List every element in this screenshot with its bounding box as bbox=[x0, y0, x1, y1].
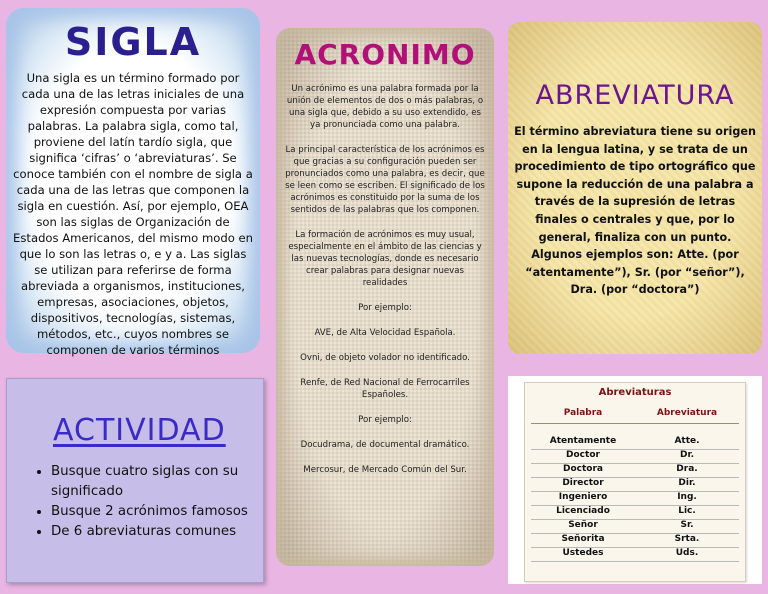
acronimo-example: Renfe, de Red Nacional de Ferrocarriles Españoles. bbox=[300, 378, 470, 400]
table-cell-palabra: Ustedes bbox=[562, 548, 604, 558]
table-row bbox=[531, 519, 739, 534]
table-cell-abreviatura: Uds. bbox=[675, 548, 699, 558]
table-cell-palabra: Licenciado bbox=[556, 506, 610, 516]
acronimo-example: Ovni, de objeto volador no identificado. bbox=[300, 353, 470, 363]
table-header-divider bbox=[531, 423, 739, 424]
table-caption: Abreviaturas bbox=[598, 387, 672, 398]
table-row bbox=[531, 435, 739, 450]
acronimo-paragraph: Un acrónimo es una palabra formada por la unión de elementos de dos o más palabras, o una sigla que, debido a su uso extendido, es ya pronunciada como una palabra. bbox=[286, 84, 484, 130]
table-header-abreviatura: Abreviatura bbox=[656, 408, 718, 418]
acronimo-example-heading: Por ejemplo: bbox=[358, 415, 412, 425]
table-cell-abreviatura: Sr. bbox=[680, 520, 694, 530]
acronimo-example: Docudrama, de documental dramático. bbox=[300, 440, 470, 450]
table-row bbox=[531, 505, 739, 520]
acronimo-title: ACRONIMO bbox=[294, 38, 476, 71]
acronimo-example: Mercosur, de Mercado Común del Sur. bbox=[303, 465, 467, 475]
actividad-item: • Busque 2 acrónimos famosos bbox=[51, 502, 263, 522]
table-row bbox=[531, 449, 739, 464]
table-cell-abreviatura: Lic. bbox=[678, 506, 696, 516]
table-cell-palabra: Señorita bbox=[561, 534, 605, 544]
abreviaturas-table bbox=[524, 382, 746, 582]
table-cell-abreviatura: Dra. bbox=[676, 464, 698, 474]
sigla-text: Una sigla es un término formado por cada una de las letras iniciales de una expresión compuesta por varias palabras. La palabra sigla, como tal, proviene del latín tardío sigla, que significa ‘cifras’ o ‘abreviaturas’. Se conoce también con el nombre de sigla a cada una de las letras que componen la sigla en cuestión. Así, por ejemplo, OEA son las siglas de Organización de Estados Americanos, del mismo modo en que lo son las letras o, e y a. Las siglas se utilizan para referirse de forma abreviada a organismos, instituciones, empresas, asociaciones, objetos, dispositivos, tecnologías, sistemas, métodos, etc., cuyos nombres se componen de varios términos bbox=[13, 71, 253, 357]
table-row bbox=[531, 547, 739, 562]
actividad-item: • Busque cuatro siglas con su significado bbox=[51, 462, 263, 502]
table-cell-abreviatura: Atte. bbox=[674, 436, 700, 446]
actividad-panel bbox=[6, 378, 264, 583]
sigla-title: SIGLA bbox=[64, 20, 202, 64]
table-header-palabra: Palabra bbox=[563, 408, 603, 418]
actividad-title: ACTIVIDAD bbox=[53, 413, 226, 448]
table-row bbox=[531, 491, 739, 506]
sigla-panel bbox=[6, 8, 260, 357]
table-cell-abreviatura: Srta. bbox=[674, 534, 700, 544]
table-cell-palabra: Señor bbox=[568, 520, 598, 530]
table-cell-abreviatura: Ing. bbox=[677, 492, 697, 502]
acronimo-example: AVE, de Alta Velocidad Española. bbox=[314, 328, 456, 338]
table-row bbox=[531, 533, 739, 548]
table-cell-palabra: Atentamente bbox=[549, 436, 617, 446]
table-cell-abreviatura: Dir. bbox=[678, 478, 696, 488]
table-row bbox=[531, 477, 739, 492]
acronimo-paragraph: La formación de acrónimos es muy usual, especialmente en el ámbito de las ciencias y las nuevas tecnologías, donde es necesario crear palabras para designar nuevas realidades bbox=[288, 230, 482, 288]
table-row bbox=[531, 463, 739, 478]
actividad-item: • De 6 abreviaturas comunes bbox=[51, 522, 263, 542]
acronimo-panel bbox=[276, 28, 494, 566]
actividad-list bbox=[7, 462, 263, 542]
abreviatura-title: ABREVIATURA bbox=[535, 80, 735, 111]
acronimo-paragraph: La principal característica de los acrónimos es que gracias a su configuración pueden ser pronunciados como una palabra, es decir, que se leen como se escriben. El significado de los acrónimos es constituido por la suma de los sentidos de las palabras que los componen. bbox=[285, 145, 485, 215]
table-cell-palabra: Doctor bbox=[566, 450, 600, 460]
abreviaturas-table-image bbox=[508, 376, 762, 584]
acronimo-example-heading: Por ejemplo: bbox=[358, 303, 412, 313]
table-cell-palabra: Director bbox=[562, 478, 604, 488]
table-cell-abreviatura: Dr. bbox=[679, 450, 695, 460]
abreviatura-text: El término abreviatura tiene su origen en la lengua latina, y se trata de un procedimiento de tipo ortográfico que supone la reducción de una palabra a través de la supresión de letras finales o centrales y que, por lo general, finaliza con un punto. Algunos ejemplos son: Atte. (por “atentamente”), Sr. (por “señor”), Dra. (por “doctora”) bbox=[514, 125, 756, 297]
abreviatura-panel bbox=[508, 22, 762, 354]
table-cell-palabra: Doctora bbox=[563, 464, 603, 474]
table-cell-palabra: Ingeniero bbox=[558, 492, 608, 502]
